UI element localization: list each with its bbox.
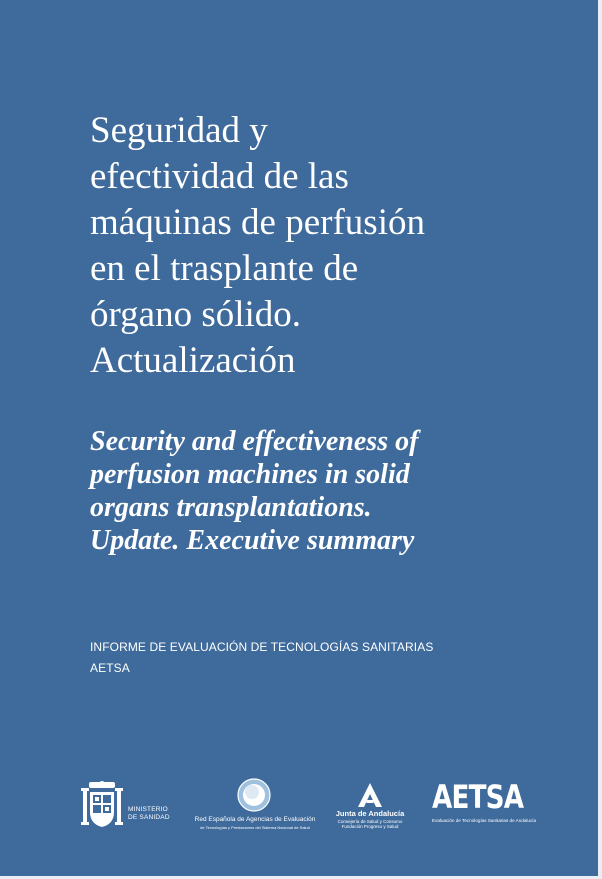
subtitle-line: Update. Executive summary <box>90 525 415 556</box>
series-name: INFORME DE EVALUACIÓN DE TECNOLOGÍAS SANITARIAS <box>90 640 434 654</box>
globe-circle-icon <box>234 776 274 814</box>
title-line: máquinas de perfusión <box>90 202 425 243</box>
red-agencias-name: Red Española de Agencias de Evaluación <box>194 816 316 823</box>
subtitle-line: Security and effectiveness of <box>90 426 419 457</box>
junta-name: Junta de Andalucía <box>335 809 405 818</box>
ministerio-sanidad-logo <box>80 780 190 830</box>
junta-fundacion: Fundación Progreso y Salud <box>341 824 399 829</box>
logo-strip <box>0 770 598 840</box>
aetsa-tagline: Evaluación de Tecnologías Sanitarias de Andalucía <box>432 818 537 823</box>
ministerio-label <box>128 806 170 822</box>
title-line: Seguridad y <box>90 110 268 151</box>
junta-consejeria: Consejería de Salud y Consumo <box>337 819 403 824</box>
ministerio-line2: DE SANIDAD <box>128 814 170 821</box>
letter-a-icon <box>357 782 383 808</box>
title-line: en el trasplante de <box>90 248 359 289</box>
red-agencias-subtitle: de Tecnologías y Prestaciones del Sistema Nacional de Salud <box>200 825 310 830</box>
title-line: efectividad de las <box>90 156 349 197</box>
ministerio-line1: MINISTERIO <box>128 806 168 813</box>
red-agencias-logo <box>190 776 320 832</box>
cover-subtitle-english <box>90 425 570 557</box>
aetsa-logo <box>432 778 537 834</box>
subtitle-line: organs transplantations. <box>90 492 372 523</box>
title-line: Actualización <box>90 340 296 381</box>
junta-subtitle <box>330 819 410 829</box>
cover-title <box>90 108 570 384</box>
series-agency: AETSA <box>90 661 130 675</box>
coat-of-arms-icon <box>80 780 124 830</box>
junta-andalucia-logo <box>330 782 410 832</box>
report-series <box>90 637 433 679</box>
aetsa-wordmark: AETSA <box>432 778 524 816</box>
title-line: órgano sólido. <box>90 294 302 335</box>
subtitle-line: perfusion machines in solid <box>90 459 410 490</box>
